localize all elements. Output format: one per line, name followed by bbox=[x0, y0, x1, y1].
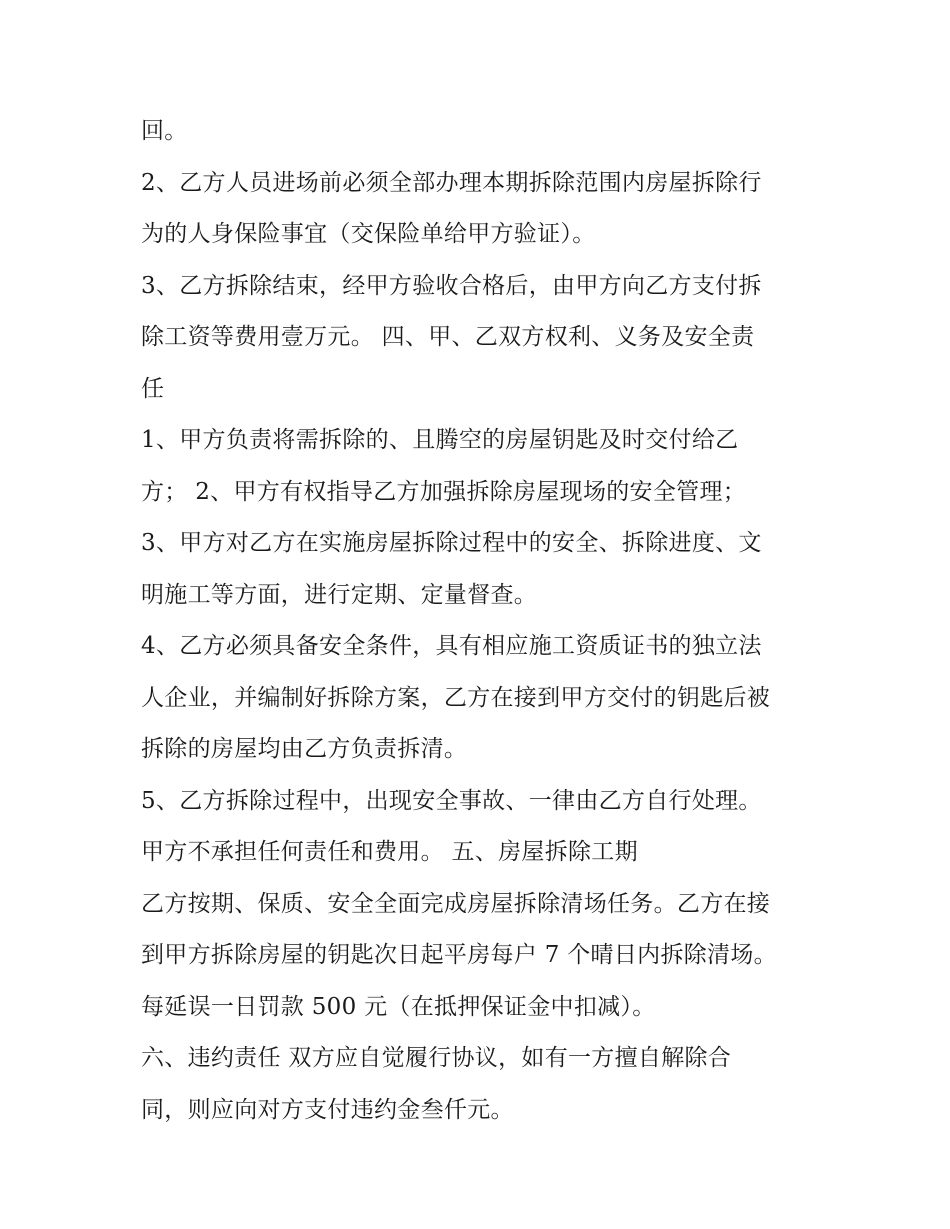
text-line: 乙方按期、保质、安全全面完成房屋拆除清场任务。乙方在接 bbox=[141, 890, 771, 917]
text-line: 明施工等方面，进行定期、定量督查。 bbox=[141, 581, 538, 608]
text-line: 甲方不承担任何责任和费用。 五、房屋拆除工期 bbox=[141, 839, 638, 865]
text-line: 任 bbox=[141, 375, 165, 402]
text-line: 六、违约责任 双方应自觉履行协议，如有一方擅自解除合 bbox=[141, 1045, 732, 1071]
text-line: 到甲方拆除房屋的钥匙次日起平房每户 7 个晴日内拆除清场。 bbox=[141, 942, 777, 968]
text-line: 3、甲方对乙方在实施房屋拆除过程中的安全、拆除进度、文 bbox=[141, 530, 762, 556]
text-line: 同，则应向对方支付违约金叁仟元。 bbox=[141, 1096, 514, 1123]
text-line: 4、乙方必须具备安全条件，具有相应施工资质证书的独立法 bbox=[141, 633, 762, 659]
text-line: 1、甲方负责将需拆除的、且腾空的房屋钥匙及时交付给乙 bbox=[141, 427, 739, 453]
text-line: 5、乙方拆除过程中，出现安全事故、一律由乙方自行处理。 bbox=[141, 787, 762, 814]
text-line: 方； 2、甲方有权指导乙方加强拆除房屋现场的安全管理； bbox=[141, 478, 747, 505]
text-line: 2、乙方人员进场前必须全部办理本期拆除范围内房屋拆除行 bbox=[141, 169, 762, 196]
text-line: 回。 bbox=[141, 118, 188, 144]
text-line: 除工资等费用壹万元。 四、甲、乙双方权利、义务及安全责 bbox=[141, 324, 755, 350]
text-line: 3、乙方拆除结束，经甲方验收合格后，由甲方向乙方支付拆 bbox=[141, 272, 762, 299]
text-line: 每延误一日罚款 500 元（在抵押保证金中扣减）。 bbox=[141, 993, 656, 1020]
text-line: 人企业，并编制好拆除方案，乙方在接到甲方交付的钥匙后被 bbox=[141, 684, 771, 711]
text-line: 为的人身保险事宜（交保险单给甲方验证）。 bbox=[141, 221, 596, 247]
text-line: 拆除的房屋均由乙方负责拆清。 bbox=[141, 736, 468, 762]
contract-body-text bbox=[141, 106, 831, 1136]
